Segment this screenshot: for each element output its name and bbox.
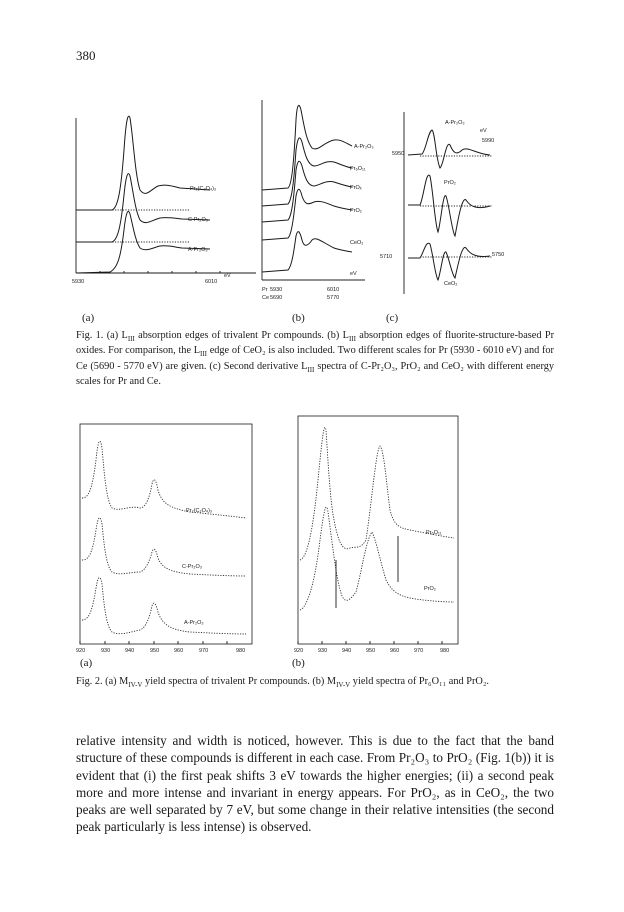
panel-a-label-a-pr2o3: A-Pr₂O₃ bbox=[188, 247, 208, 253]
fig2a-tick-930: 930 bbox=[101, 648, 111, 654]
panel-a-x-unit: eV bbox=[224, 273, 231, 279]
panel-c-tick-5950: 5950 bbox=[392, 151, 405, 157]
fig2b-tick-980: 980 bbox=[440, 648, 450, 654]
fig2a-tick-970: 970 bbox=[199, 648, 209, 654]
panel-b-label-ceo2: CeO₂ bbox=[350, 240, 364, 246]
fig2b-curve-pr6o11 bbox=[300, 427, 454, 560]
panel-b-label-pro2: PrO₂ bbox=[350, 208, 362, 214]
fig2a-curve-a-pr2o3 bbox=[82, 578, 246, 634]
fig2a-tick-920: 920 bbox=[76, 648, 86, 654]
fig2b-tick-960: 960 bbox=[390, 648, 400, 654]
panel-b-label-prox: PrOₓ bbox=[350, 185, 362, 191]
figure-2-panel-b bbox=[292, 416, 458, 669]
fig2b-label-pr6o11: Pr₆O₁₁ bbox=[426, 530, 442, 536]
fig2b-tick-930: 930 bbox=[318, 648, 328, 654]
panel-c-unit: eV bbox=[480, 128, 487, 134]
fig2a-ticks bbox=[80, 641, 227, 644]
fig2b-tick-920: 920 bbox=[294, 648, 304, 654]
fig2b-tick-950: 950 bbox=[366, 648, 376, 654]
fig2a-label: (a) bbox=[80, 657, 93, 669]
fig2a-tick-980: 980 bbox=[236, 648, 246, 654]
fig2b-curve-pro2 bbox=[300, 507, 454, 610]
panel-b-ce-label: Ce bbox=[262, 295, 270, 301]
fig2b-label: (b) bbox=[292, 657, 305, 669]
panel-a-x-start: 5930 bbox=[72, 279, 85, 285]
panel-c-tick-5990: 5990 bbox=[482, 138, 495, 144]
fig2a-tick-960: 960 bbox=[174, 648, 184, 654]
panel-a-label: (a) bbox=[82, 312, 95, 324]
fig2b-tick-940: 940 bbox=[342, 648, 352, 654]
panel-a-label-oxalate: Pr₂(C₂O₄)₃ bbox=[190, 186, 217, 192]
panel-c-label-pro2: PrO₂ bbox=[444, 180, 456, 186]
fig2a-label-a-pr2o3: A-Pr₂O₃ bbox=[184, 620, 204, 626]
fig2a-label-oxalate: Pr₂(C₂O₄)₃ bbox=[186, 508, 213, 514]
fig2b-ticks bbox=[298, 641, 442, 644]
panel-b-label-a-pr2o3: A-Pr₂O₃ bbox=[354, 144, 374, 150]
panel-a-label-c-pr2o3: C-Pr₂O₃ bbox=[188, 217, 208, 223]
fig2a-tick-950: 950 bbox=[150, 648, 160, 654]
fig2b-label-pro2: PrO₂ bbox=[424, 586, 436, 592]
panel-b-pr-end: 6010 bbox=[327, 287, 340, 293]
panel-b-label: (b) bbox=[292, 312, 305, 324]
fig2a-frame bbox=[80, 424, 252, 644]
panel-b-pr-start: 5930 bbox=[270, 287, 283, 293]
fig2a-label-c-pr2o3: C-Pr₂O₃ bbox=[182, 564, 202, 570]
panel-b-unit: eV bbox=[350, 271, 357, 277]
panel-b-label-pr6o11: Pr₆O₁₁ bbox=[350, 166, 366, 172]
panel-a-x-end: 6010 bbox=[205, 279, 218, 285]
panel-b-ce-end: 5770 bbox=[327, 295, 340, 301]
panel-c-label-ceo2: CeO₂ bbox=[444, 281, 458, 287]
panel-b-ce-start: 5690 bbox=[270, 295, 283, 301]
fig2a-curve-c-pr2o3 bbox=[82, 518, 246, 576]
fig2b-tick-970: 970 bbox=[414, 648, 424, 654]
page-number: 380 bbox=[76, 48, 96, 63]
panel-c-label: (c) bbox=[386, 312, 399, 324]
body-paragraph: relative intensity and width is noticed, however. This is due to the fact that the band structure of these compounds is different in each case. From Pr₂O₃ to PrO₂ (Fig. 1(b)) it is evident that (i) the first peak shifts 3 eV towards the higher energies; (ii) a second peak more and more intense and invariant in energy appears. For PrO₂, as in CeO₂, the two peaks are well separated by 7 eV, but some change in their relative intensities (the second peak particularly is less intense) is observed. bbox=[76, 733, 554, 835]
panel-c-tick-5710: 5710 bbox=[380, 254, 393, 260]
panel-b-pr-label: Pr bbox=[262, 287, 268, 293]
panel-c-label-a-pr2o3: A-Pr₂O₃ bbox=[445, 120, 465, 126]
figure-2-panel-a bbox=[76, 424, 252, 669]
figure-2-caption: Fig. 2. (a) $M_{IV-V}$ yield spectra of trivalent Pr compounds. (b) $M_{IV-V}$ yield spectra of Pr₆O₁₁ and PrO₂. bbox=[76, 676, 489, 690]
fig2a-curve-oxalate bbox=[82, 441, 246, 518]
fig2a-tick-940: 940 bbox=[125, 648, 135, 654]
panel-c-tick-5750: 5750 bbox=[492, 252, 505, 258]
figure-1-caption: Fig. 1. (a) $L_{III}$ absorption edges of trivalent Pr compounds. (b) $L_{III}$ absorption edges of fluorite-structure-based Pr oxides. For comparison, the $L_{III}$ edge of CeO₂ is also included. Two different scales for Pr (5930 - 6010 eV) and for Ce (5690 - 5770 eV) are given. (c) Second derivative $L_{III}$ spectra of C-Pr₂O₃, PrO₂ and CeO₂ with different energy scales for Pr and Ce. bbox=[76, 330, 554, 388]
